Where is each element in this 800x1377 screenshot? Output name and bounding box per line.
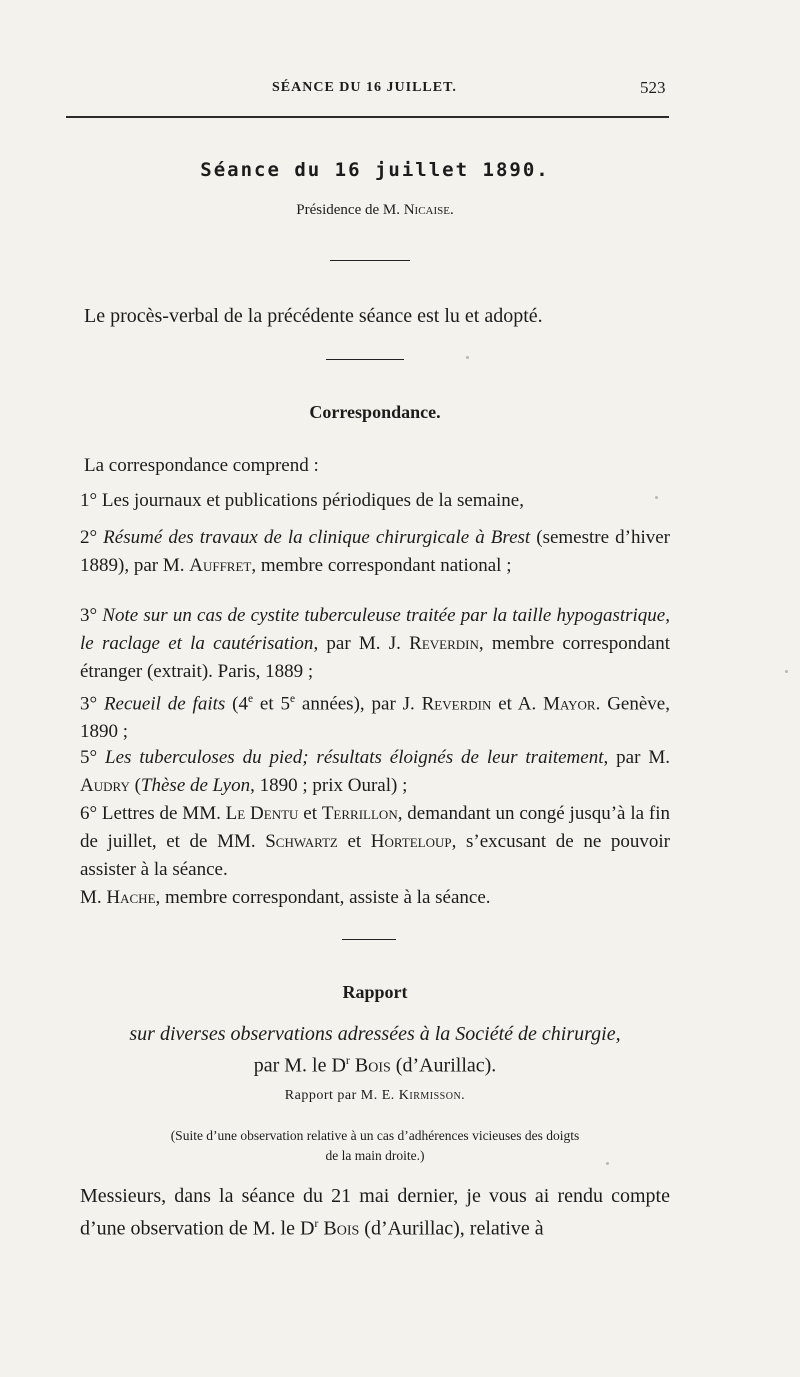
rapport-by-prefix: Rapport par M. E. — [284, 1088, 399, 1103]
item-3-text: , par M. J. — [313, 633, 410, 654]
session-title: Séance du 16 juillet 1890. — [200, 159, 550, 181]
item-4-num: 3° — [80, 693, 104, 715]
item-5-text-2: ( — [129, 775, 141, 796]
correspondance-item-4 — [80, 685, 670, 746]
item-4-text-4: et A. — [491, 693, 544, 715]
suite-note-line-2: de la main droite.) — [325, 1148, 425, 1163]
presidence-line — [80, 202, 670, 219]
messieurs-text: Messieurs, dans la séance du 21 mai dernier, je vous ai rendu compte d’une observation de M. le D — [80, 1185, 670, 1240]
header-rule — [66, 116, 669, 118]
correspondance-item-3 — [80, 602, 670, 686]
item-6-text-2: et — [298, 803, 322, 824]
item-5-text-end: , 1890 ; prix Oural) ; — [250, 775, 408, 796]
item-6-name-1: Le Dentu — [225, 803, 299, 824]
item-2-author: Auffret — [189, 555, 252, 576]
messieurs-sup: r — [314, 1216, 319, 1230]
hache-text-end: , membre correspondant, assiste à la séance. — [155, 887, 491, 908]
paper-speck — [655, 496, 658, 499]
item-6-name-2: Terrillon — [321, 803, 398, 824]
item-4-sup: e — [247, 693, 254, 705]
item-4-text-3: années), par J. — [295, 693, 422, 715]
section-divider — [342, 939, 396, 940]
paper-speck — [785, 670, 788, 673]
page-number: 523 — [640, 78, 666, 97]
item-4-sup-2: e — [289, 693, 296, 705]
item-5-num: 5° — [80, 747, 106, 768]
item-1-text: 1° Les journaux et publications périodiques de la semaine, — [80, 490, 524, 511]
item-3-text-end: , membre correspondant étranger (extrait). Paris, 1889 ; — [80, 633, 670, 682]
rapport-subtitle-text-end: (d’Aurillac). — [390, 1054, 497, 1077]
item-2-text-end: , membre correspondant national ; — [251, 555, 512, 576]
president-name: Nicaise. — [403, 202, 454, 218]
presidence-prefix: Présidence de M. — [296, 202, 404, 218]
suite-note — [80, 1126, 670, 1166]
correspondance-item-6 — [80, 800, 670, 884]
item-6-name-3: Schwartz — [265, 831, 338, 852]
rapport-subtitle-text: par M. le D — [253, 1054, 346, 1077]
rapport-heading: Rapport — [342, 982, 408, 1002]
item-4-text-end: . Genève, 1890 ; — [80, 693, 670, 743]
messieurs-paragraph — [80, 1183, 670, 1243]
running-head-title: SÉANCE DU 16 JUILLET. — [272, 80, 457, 95]
rapport-subtitle-line-2 — [80, 1047, 670, 1079]
running-head — [0, 80, 800, 104]
item-4-author-1: Reverdin — [421, 693, 492, 715]
messieurs-text-end: (d’Aurillac), relative à — [359, 1217, 544, 1240]
correspondance-item-2 — [80, 524, 670, 580]
item-4-author-2: Mayor — [543, 693, 596, 715]
item-6-text-end: , s’excusant de ne pouvoir assister à la séance. — [80, 831, 670, 880]
rapport-by-name: Kirmisson. — [398, 1088, 466, 1103]
correspondance-item-1 — [80, 487, 670, 515]
item-6-text: 6° Lettres de MM. — [80, 803, 226, 824]
paper-speck — [606, 1162, 609, 1165]
rapport-subtitle — [80, 1021, 670, 1079]
item-5-text: , par M. — [603, 747, 670, 768]
item-4-text-2: et 5 — [253, 693, 290, 715]
proces-verbal-paragraph: Le procès-verbal de la précédente séance est lu et adopté. — [84, 305, 543, 327]
suite-note-line-1: (Suite d’une observation relative à un cas d’adhérences vicieuses des doigts — [170, 1128, 580, 1143]
correspondance-item-5 — [80, 744, 670, 800]
correspondance-intro-text: La correspondance comprend : — [84, 455, 319, 476]
item-3-title: Note sur un cas de cystite tuberculeuse traitée par la taille hypogastrique, le raclage et la cautérisation — [80, 605, 670, 654]
correspondance-intro — [80, 452, 670, 480]
section-divider — [330, 260, 410, 261]
item-5-author: Audry — [80, 775, 130, 796]
item-6-text-3: , demandant un congé jusqu’à la fin de juillet, et de MM. — [80, 803, 670, 852]
paper-speck — [466, 356, 469, 359]
item-6-text-4: et — [337, 831, 371, 852]
section-divider — [326, 359, 404, 360]
item-4-title: Recueil de faits — [103, 693, 226, 715]
item-2-text: (semestre d’hiver 1889), par M. — [80, 527, 670, 576]
item-5-these: Thèse de Lyon — [140, 775, 251, 796]
rapport-subtitle-line-1: sur diverses observations adressées à la Société de chirurgie, — [129, 1023, 621, 1045]
item-2-title: Résumé des travaux de la clinique chirurgicale à Brest — [103, 527, 531, 548]
item-3-author: Reverdin — [409, 633, 479, 654]
item-3-num: 3° — [80, 605, 103, 626]
hache-paragraph — [80, 884, 670, 912]
rapport-subtitle-author: Bois — [349, 1054, 391, 1077]
item-2-num: 2° — [80, 527, 104, 548]
hache-text: M. — [80, 887, 107, 908]
rapport-subtitle-sup: r — [345, 1053, 350, 1067]
messieurs-name: Bois — [318, 1217, 360, 1240]
item-4-text: (4 — [225, 693, 248, 715]
hache-name: Hache — [106, 887, 156, 908]
correspondance-heading: Correspondance. — [309, 402, 441, 422]
item-5-title: Les tuberculoses du pied; résultats éloignés de leur traitement — [105, 747, 604, 768]
rapport-by-line — [80, 1088, 670, 1104]
item-6-name-4: Horteloup — [370, 831, 452, 852]
